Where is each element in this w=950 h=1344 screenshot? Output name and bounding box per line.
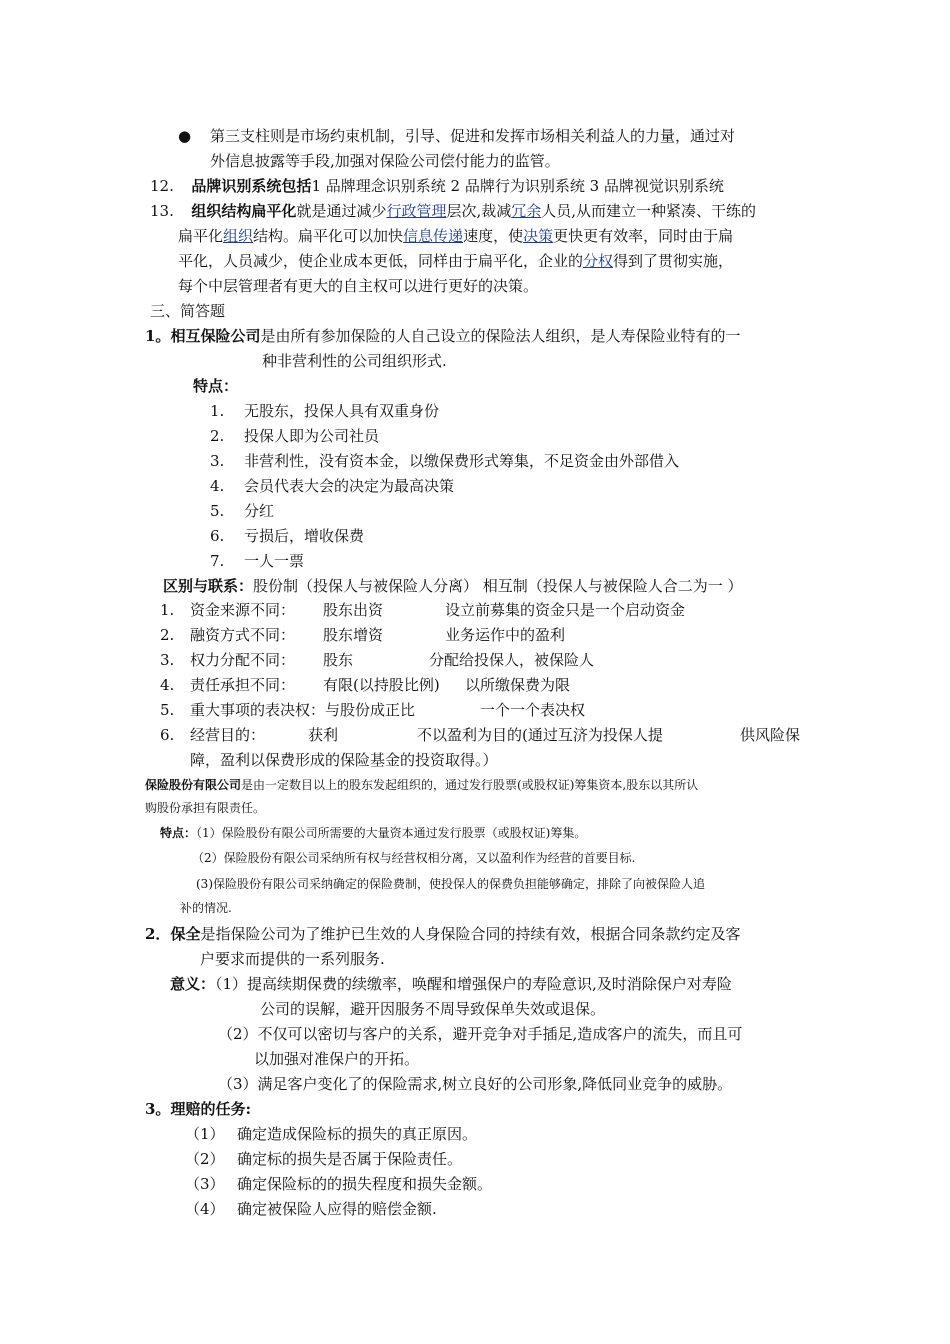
link-xingzheng-guanli[interactable]: 行政管理 (386, 202, 447, 220)
q2-meaning-2b: 以加强对准保户的开拓。 (254, 1050, 420, 1068)
diff-text: 股份制（投保人与被保险人分离） 相互制（投保人与被保险人合二为一 ） (253, 577, 743, 595)
q2-line-2: 户要求而提供的一系列服务. (200, 950, 385, 968)
diff-stock: 有限(以持股比例) (323, 676, 440, 694)
q2-meaning-label: 意义： (170, 975, 216, 993)
diff-mutual: 设立前募集的资金只是一个启动资金 (445, 601, 686, 619)
q1-features-label: 特点： (193, 377, 239, 395)
q3-item-text: 确定保险标的的损失程度和损失金额。 (237, 1175, 493, 1193)
item-13-term: 组织结构扁平化 (191, 202, 297, 220)
q2-number: 2． (145, 925, 171, 943)
diff-heading (163, 576, 743, 596)
stock-co-line-2: 购股份承担有限责任。 (145, 801, 266, 815)
q3-term: 理赔的任务: (170, 1100, 251, 1118)
feature-text: 会员代表大会的决定为最高决策 (244, 477, 455, 495)
bullet-icon: ● (178, 127, 192, 145)
q3-item-text: 确定标的损失是否属于保险责任。 (237, 1150, 463, 1168)
diff-number: 5. (160, 701, 175, 719)
stock-co-features-label: 特点： (160, 826, 197, 840)
diff-aspect: 融资方式不同： (190, 626, 296, 644)
feature-text: 亏损后，增收保费 (244, 527, 365, 545)
diff-number: 2. (160, 626, 175, 644)
diff-aspect: 责任承担不同： (190, 676, 296, 694)
feature-number: 7. (210, 552, 225, 570)
stock-co-feature-2: （2）保险股份有限公司采纳所有权与经营权相分离，又以盈利作为经营的首要目标. (192, 851, 636, 865)
link-juece[interactable]: 决策 (523, 227, 554, 245)
item-13-text: 扁平化 (178, 227, 224, 245)
feature-number: 2. (210, 427, 225, 445)
item-13-text: 更快更有效率，同时由于扁 (553, 227, 734, 245)
item-12-text: 1 品牌理念识别系统 2 品牌行为识别系统 3 品牌视觉识别系统 (311, 177, 724, 195)
q3-heading (145, 1099, 251, 1119)
diff-number: 1. (160, 601, 175, 619)
item-13-text: 平化，人员减少，使企业成本更低，同样由于扁平化，企业的 (178, 252, 584, 270)
q1-number: 1。 (145, 327, 171, 345)
diff-mutual: 业务运作中的盈利 (445, 626, 566, 644)
stock-co-features (160, 825, 586, 841)
q2-meaning-3: （3）满足客户变化了的保险需求,树立良好的公司形象,降低同业竞争的威胁。 (218, 1075, 733, 1093)
q1-line-2: 种非营利性的公司组织形式. (262, 352, 447, 370)
q3-item-number: （3） (185, 1175, 225, 1193)
diff-aspect: 权力分配不同： (190, 651, 296, 669)
item-12-number: 12. (150, 177, 174, 195)
link-rongyu[interactable]: 冗余 (511, 202, 542, 220)
diff-6-line-2: 障，盈利以保费形成的保险基金的投资取得。） (190, 751, 498, 769)
diff-mutual: 一个一个表决权 (480, 701, 586, 719)
diff-number: 6. (160, 726, 175, 744)
item-12-term: 品牌识别系统包括 (191, 177, 312, 195)
section-title: 三、简答题 (150, 302, 226, 320)
feature-number: 1. (210, 402, 225, 420)
diff-aspect: 资金来源不同： (190, 601, 296, 619)
item-13-text: 人员,从而建立一种紧凑、干练的 (541, 202, 757, 220)
diff-mutual-cont: 供风险保 (740, 726, 801, 744)
item-13-line-2 (178, 226, 733, 246)
diff-label: 区别与联系： (163, 577, 254, 595)
q2-meaning-2a: （2）不仅可以密切与客户的关系，避开竞争对手插足,造成客户的流失，而且可 (218, 1025, 743, 1043)
item-13-line-4: 每个中层管理者有更大的自主权可以进行更好的决策。 (178, 277, 539, 295)
q2-text: 是指保险公司为了维护已生效的人身保险合同的持续有效，根据合同条款约定及客 (200, 925, 741, 943)
q3-item-text: 确定造成保险标的损失的真正原因。 (237, 1125, 478, 1143)
diff-number: 4. (160, 676, 175, 694)
feature-number: 4. (210, 477, 225, 495)
q3-number: 3。 (145, 1100, 171, 1118)
stock-co-feature-3b: 补的情况. (180, 901, 232, 915)
item-12 (150, 176, 724, 196)
diff-stock: 股东增资 (323, 626, 384, 644)
diff-number: 3. (160, 651, 175, 669)
q2-line-1 (145, 924, 740, 944)
link-fenquan[interactable]: 分权 (583, 252, 614, 270)
bullet-line-1: 第三支柱则是市场约束机制，引导、促进和发挥市场相关利益人的力量，通过对 (210, 127, 736, 145)
diff-stock: 股东 (323, 651, 354, 669)
feature-text: 无股东，投保人具有双重身份 (244, 402, 440, 420)
item-13-line-3 (178, 251, 733, 271)
q1-term: 相互保险公司 (170, 327, 261, 345)
bullet-line-2: 外信息披露等手段,加强对保险公司偿付能力的监管。 (210, 152, 560, 170)
feature-text: 投保人即为公司社员 (244, 427, 380, 445)
diff-stock: 获利 (308, 726, 339, 744)
diff-mutual: 以所缴保费为限 (465, 676, 571, 694)
stock-co-feature-1: （1）保险股份有限公司所需要的大量资本通过发行股票（或股权证)筹集。 (196, 826, 587, 840)
item-13-text: 得到了贯彻实施， (613, 252, 734, 270)
q2-meaning-1a (170, 974, 732, 994)
q2-term: 保全 (170, 925, 201, 943)
feature-text: 非营利性，没有资本金，以缴保费形式筹集，不足资金由外部借入 (244, 452, 680, 470)
feature-number: 5. (210, 502, 225, 520)
q2-meaning-text: （1）提高续期保费的续缴率，唤醒和增强保户的寿险意识,及时消除保户对寿险 (215, 975, 732, 993)
feature-text: 分红 (244, 502, 275, 520)
q3-item-number: （2） (185, 1150, 225, 1168)
item-13-text: 速度，使 (463, 227, 524, 245)
diff-aspect: 重大事项的表决权：与股份成正比 (190, 701, 416, 719)
item-13-text: 就是通过减少 (296, 202, 387, 220)
diff-aspect: 经营目的： (190, 726, 266, 744)
link-zuzhi[interactable]: 组织 (223, 227, 254, 245)
diff-stock: 股东出资 (323, 601, 384, 619)
stock-co-feature-3a: (3)保险股份有限公司采纳确定的保险费制，使投保人的保费负担能够确定，排除了向被保险人追 (196, 877, 706, 891)
item-13-line-1 (150, 201, 756, 221)
q3-item-number: （1） (185, 1125, 225, 1143)
item-13-number: 13. (150, 202, 174, 220)
diff-mutual: 分配给投保人，被保险人 (429, 651, 595, 669)
q1-line-1 (145, 326, 740, 346)
link-xinxi-chuandi[interactable]: 信息传递 (403, 227, 464, 245)
stock-co-line-1 (145, 777, 698, 793)
stock-co-text: 是由一定数目以上的股东发起组织的，通过发行股票(或股权证)筹集资本,股东以其所认 (241, 778, 699, 792)
feature-number: 6. (210, 527, 225, 545)
q2-meaning-1b: 公司的误解，避开因服务不周导致保单失效或退保。 (260, 1000, 606, 1018)
feature-number: 3. (210, 452, 225, 470)
diff-mutual: 不以盈利为目的(通过互济为投保人提 (417, 726, 663, 744)
feature-text: 一人一票 (244, 552, 305, 570)
q3-item-number: （4） (185, 1200, 225, 1218)
q3-item-text: 确定被保险人应得的赔偿金额. (237, 1200, 437, 1218)
q1-text: 是由所有参加保险的人自己设立的保险法人组织，是人寿保险业特有的一 (260, 327, 741, 345)
stock-co-term: 保险股份有限公司 (145, 778, 242, 792)
item-13-text: 层次,裁减 (446, 202, 512, 220)
item-13-text: 结构。扁平化可以加快 (253, 227, 404, 245)
